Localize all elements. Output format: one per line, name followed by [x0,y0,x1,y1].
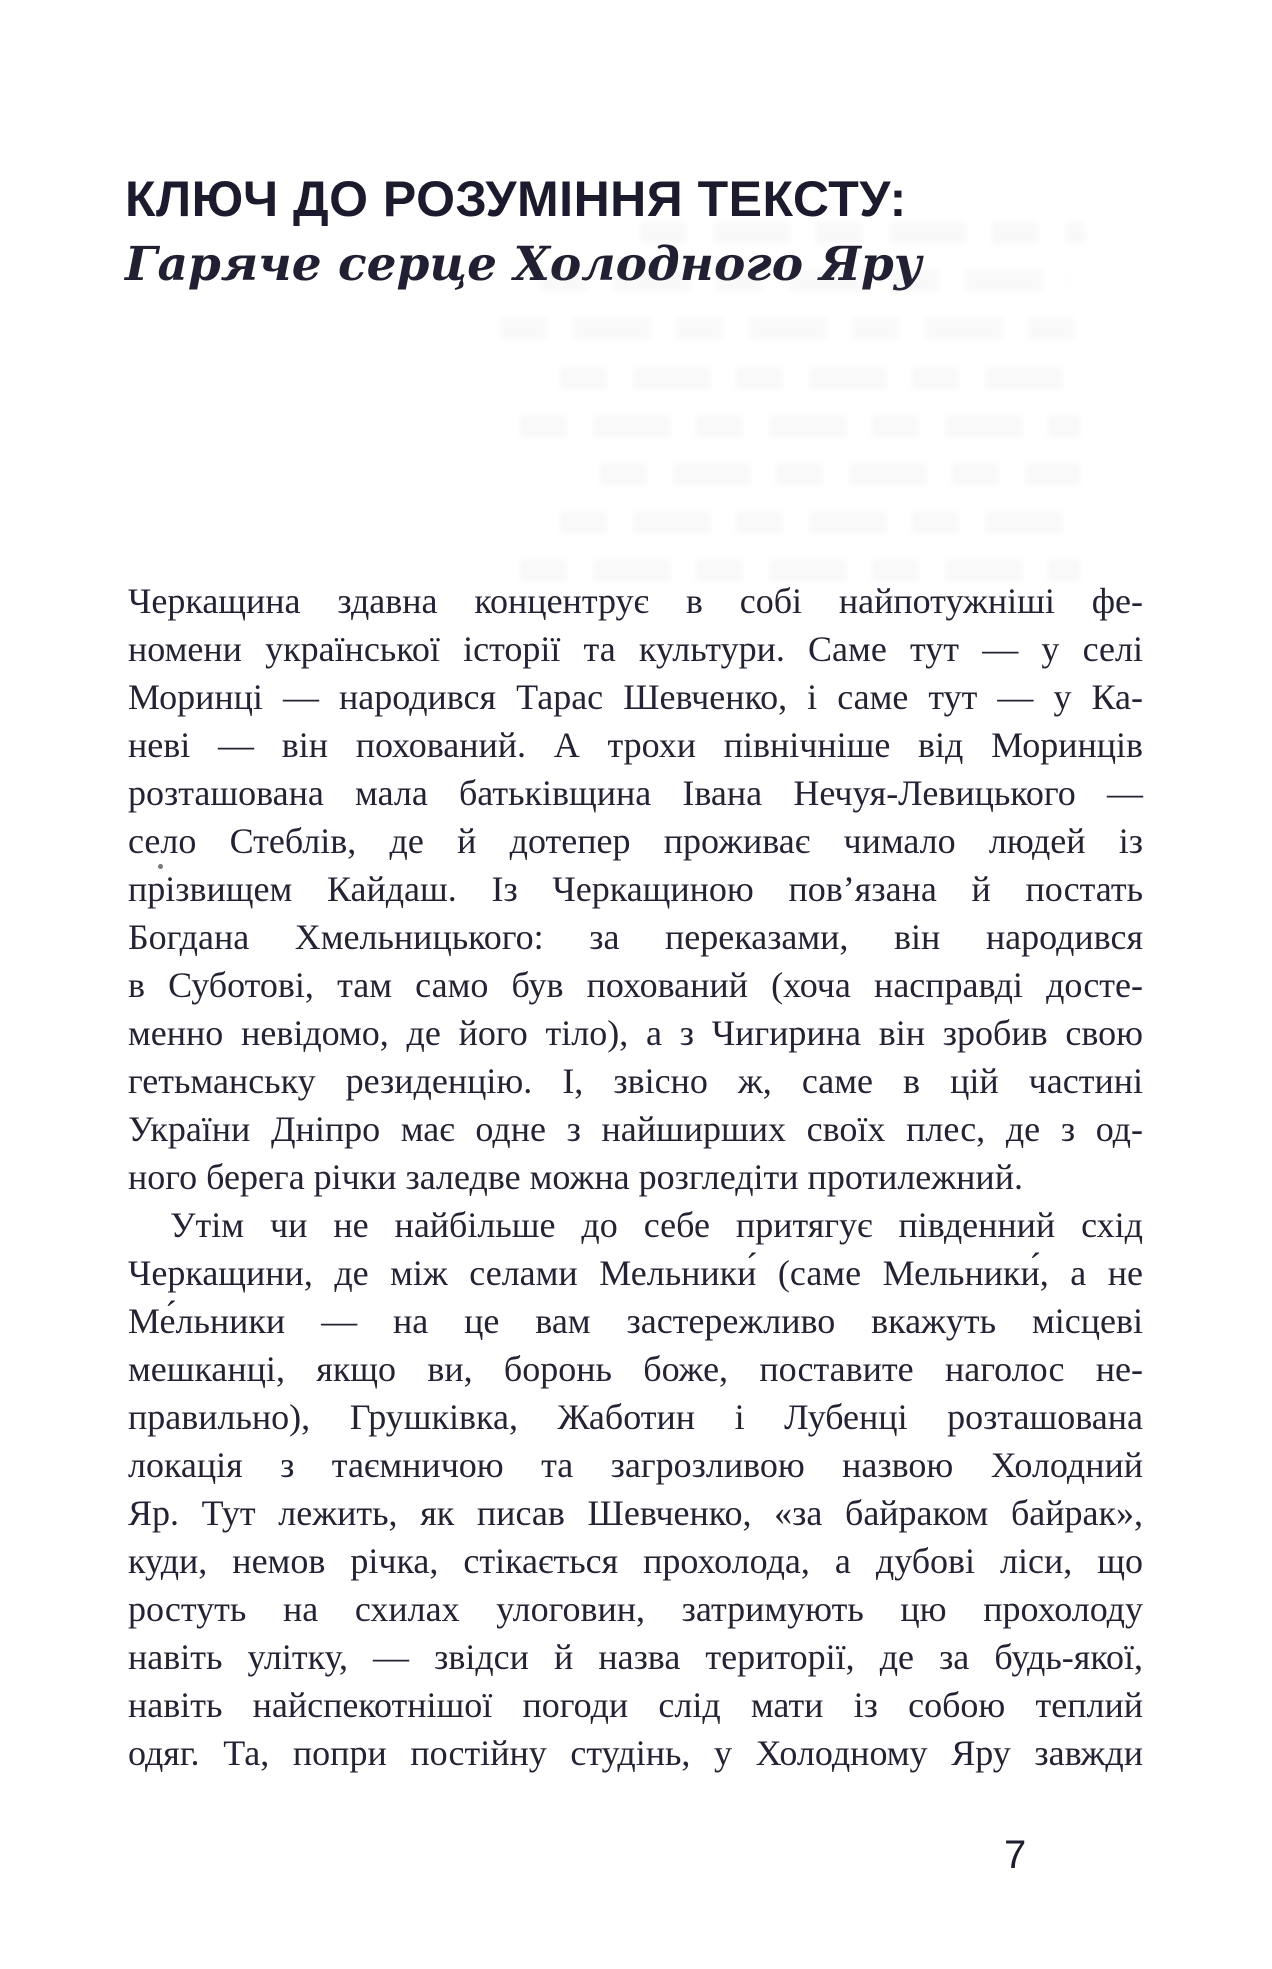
bleed-through-ghost-line [540,270,1070,292]
body-text-line: України Дніпро має одне з найширших своїх плес, де з од- [128,1109,1143,1149]
body-text-line: менно невідомо, де його тіло), а з Чигирина він зробив свою [128,1013,1143,1053]
page-number: 7 [1004,1833,1027,1877]
body-text-line: Утім чи не найбільше до себе притягує південний схід [170,1205,1143,1245]
body-text-line: навіть найспекотнішої погоди слід мати із собою теплий [128,1685,1143,1725]
body-text-line: Черкащини, де між селами Мельники́ (саме Мельники́, а не [128,1253,1143,1293]
bleed-through-ghost-line [520,415,1080,437]
chapter-subtitle: Гаряче серце Холодного Яру [125,237,922,292]
chapter-title: КЛЮЧ ДО РОЗУМІННЯ ТЕКСТУ: [125,170,907,227]
bleed-through-ghost-line [640,222,1085,244]
body-text-line: правильно), Грушківка, Жаботин і Лубенці розташована [128,1397,1143,1437]
body-text-line: Яр. Тут лежить, як писав Шевченко, «за байраком байрак», [128,1493,1143,1533]
body-text [128,577,1143,1777]
body-text-line: Богдана Хмельницького: за переказами, він народився [128,917,1143,957]
body-text-line: куди, немов річка, стікається прохолода, а дубові ліси, що [128,1541,1143,1581]
bleed-through-ghost-line [500,318,1075,340]
body-text-line: локація з таємничою та загрозливою назвою Холодний [128,1445,1143,1485]
body-text-line: одяг. Та, попри постійну студінь, у Холодному Яру завжди [128,1733,1143,1773]
body-text-line: навіть улітку, — звідси й назва території, де за будь-якої, [128,1637,1143,1677]
body-text-line: ного берега річки заледве можна розгледіти протилежний. [128,1157,1023,1197]
bleed-through-ghost-line [560,367,1080,389]
body-text-line: село Стеблів, де й дотепер проживає чимало людей із [128,821,1143,861]
body-text-line: гетьманську резиденцію. І, звісно ж, саме в цій частині [128,1061,1143,1101]
body-text-line: Моринці — народився Тарас Шевченко, і саме тут — у Ка- [128,677,1143,717]
bleed-through-ghost-line [560,511,1070,533]
body-text-line: в Суботові, там само був похований (хоча насправді досте- [128,965,1143,1005]
body-text-line: розташована мала батьківщина Івана Нечуя-Левицького — [128,773,1143,813]
body-text-line: прізвищем Кайдаш. Із Черкащиною пов’язана й постать [128,869,1143,909]
body-text-line: мешканці, якщо ви, боронь боже, поставите наголос не- [128,1349,1143,1389]
bleed-through-ghost-line [600,463,1080,485]
body-text-line: Черкащина здавна концентрує в собі найпотужніші фе- [128,581,1143,621]
body-text-line: номени української історії та культури. Саме тут — у селі [128,629,1143,669]
body-text-line: неві — він похований. А трохи північніше від Моринців [128,725,1143,765]
body-text-line: ростуть на схилах улоговин, затримують цю прохолоду [128,1589,1143,1629]
body-text-line: Ме́льники — на це вам застережливо вкажуть місцеві [128,1301,1143,1341]
